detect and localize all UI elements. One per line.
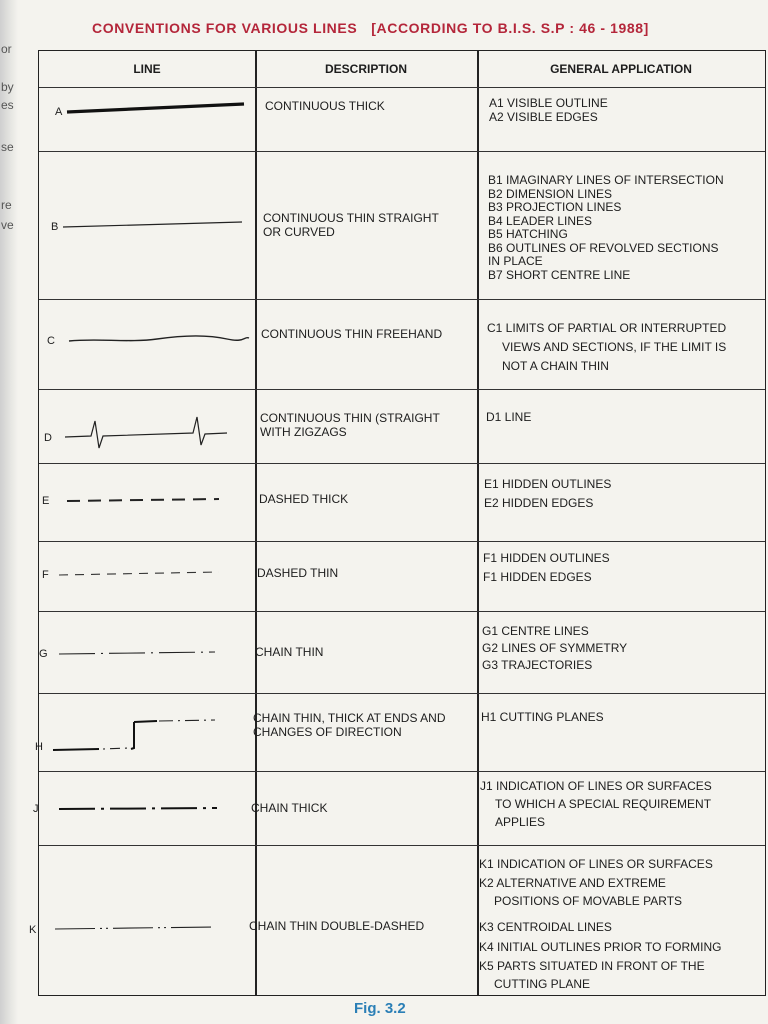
application-item: NOT A CHAIN THIN <box>502 359 609 373</box>
line-sample-g <box>59 652 215 654</box>
line-sample-h-corner <box>131 722 134 749</box>
description-f: DASHED THIN <box>257 566 339 580</box>
application-a <box>489 97 759 124</box>
spine-fragment: ve <box>1 218 14 232</box>
application-item: B2 DIMENSION LINES <box>488 186 613 201</box>
application-item: POSITIONS OF MOVABLE PARTS <box>494 894 683 908</box>
application-item: D1 LINE <box>486 410 532 424</box>
application-item: K2 ALTERNATIVE AND EXTREME <box>479 876 666 890</box>
application-c <box>487 319 757 376</box>
row-letter-g: G <box>39 648 48 660</box>
row-letter-e: E <box>42 495 50 507</box>
row-letter-h: H <box>35 741 43 753</box>
spine-fragment: re <box>1 198 12 212</box>
application-item: B6 OUTLINES OF REVOLVED SECTIONS <box>488 240 719 255</box>
line-sample-h-chain <box>159 720 215 721</box>
row-letter-a: A <box>55 106 63 118</box>
description-b: CONTINUOUS THIN STRAIGHT OR CURVED <box>263 211 439 239</box>
row-letter-k: K <box>29 924 37 936</box>
line-sample-k <box>55 927 213 929</box>
application-item: A1 VISIBLE OUTLINE <box>489 96 608 110</box>
spine-fragment: es <box>1 98 14 112</box>
application-item: B3 PROJECTION LINES <box>488 200 622 214</box>
application-e <box>484 475 754 513</box>
page-title <box>92 20 732 36</box>
application-j <box>480 777 750 831</box>
application-item: G1 CENTRE LINES <box>482 624 589 638</box>
application-k <box>479 855 749 992</box>
application-item: B1 IMAGINARY LINES OF INTERSECTION <box>488 173 724 187</box>
header-description: DESCRIPTION <box>324 62 407 76</box>
description-c: CONTINUOUS THIN FREEHAND <box>261 327 443 341</box>
row-letter-b: B <box>51 221 59 233</box>
line-sample-h-middle <box>103 748 129 749</box>
line-sample-h-lower <box>53 749 99 750</box>
application-item: IN PLACE <box>488 254 543 268</box>
line-samples <box>39 51 255 997</box>
description-e: DASHED THICK <box>259 492 349 506</box>
line-sample-f <box>59 572 219 575</box>
spine-fragment: or <box>1 42 12 56</box>
application-d <box>486 411 756 425</box>
line-sample-e <box>67 499 219 501</box>
header-application: GENERAL APPLICATION <box>550 62 692 76</box>
application-item: B4 LEADER LINES <box>488 213 593 228</box>
line-sample-c <box>69 336 249 341</box>
application-item: E2 HIDDEN EDGES <box>484 496 594 510</box>
application-item: C1 LIMITS OF PARTIAL OR INTERRUPTED <box>487 321 727 335</box>
description-g: CHAIN THIN <box>255 645 324 659</box>
application-item: K4 INITIAL OUTLINES PRIOR TO FORMING <box>479 940 722 954</box>
description-k: CHAIN THIN DOUBLE-DASHED <box>249 919 425 933</box>
application-item: B7 SHORT CENTRE LINE <box>488 267 631 282</box>
application-h <box>481 711 751 725</box>
conventions-table <box>29 50 766 996</box>
column-divider <box>255 51 257 995</box>
spine-fragment: by <box>1 80 14 94</box>
line-sample-j <box>59 808 217 809</box>
application-item: B5 HATCHING <box>488 227 568 241</box>
application-item: G2 LINES OF SYMMETRY <box>482 641 628 655</box>
application-item: VIEWS AND SECTIONS, IF THE LIMIT IS <box>502 340 727 354</box>
application-item: CUTTING PLANE <box>494 977 591 991</box>
application-item: K5 PARTS SITUATED IN FRONT OF THE <box>479 959 705 973</box>
application-f <box>483 549 753 587</box>
application-g <box>482 623 752 674</box>
description-a: CONTINUOUS THICK <box>265 99 385 113</box>
application-item: J1 INDICATION OF LINES OR SURFACES <box>480 779 712 793</box>
row-letter-j: J <box>33 803 39 815</box>
line-sample-b <box>63 222 242 227</box>
application-item: F1 HIDDEN OUTLINES <box>483 551 610 565</box>
title-main: CONVENTIONS FOR VARIOUS LINES <box>92 20 358 36</box>
application-item: TO WHICH A SPECIAL REQUIREMENT <box>495 797 712 811</box>
figure-caption: Fig. 3.2 <box>354 1000 406 1017</box>
description-j: CHAIN THICK <box>251 801 328 815</box>
application-item: G3 TRAJECTORIES <box>482 658 593 672</box>
application-item: H1 CUTTING PLANES <box>481 710 604 724</box>
row-letter-c: C <box>47 335 55 347</box>
application-item: A2 VISIBLE EDGES <box>489 109 598 124</box>
application-item: APPLIES <box>495 815 546 829</box>
row-letter-d: D <box>44 432 52 444</box>
line-sample-h-upper <box>134 721 157 722</box>
spine-fragment: se <box>1 140 14 154</box>
line-sample-a <box>67 104 244 112</box>
application-item: F1 HIDDEN EDGES <box>483 570 592 584</box>
line-sample-d <box>65 417 227 448</box>
title-reference: [ACCORDING TO B.I.S. S.P : 46 - 1988] <box>371 20 649 36</box>
application-b <box>488 174 758 282</box>
application-item: K3 CENTROIDAL LINES <box>479 920 612 934</box>
description-h: CHAIN THIN, THICK AT ENDS AND CHANGES OF DIRECTION <box>253 711 446 739</box>
column-divider <box>477 51 479 995</box>
application-item: K1 INDICATION OF LINES OR SURFACES <box>479 857 713 871</box>
header-line: LINE <box>133 62 161 76</box>
application-item: E1 HIDDEN OUTLINES <box>484 477 612 491</box>
description-d: CONTINUOUS THIN (STRAIGHT WITH ZIGZAGS <box>260 411 440 439</box>
row-letter-f: F <box>42 569 49 581</box>
